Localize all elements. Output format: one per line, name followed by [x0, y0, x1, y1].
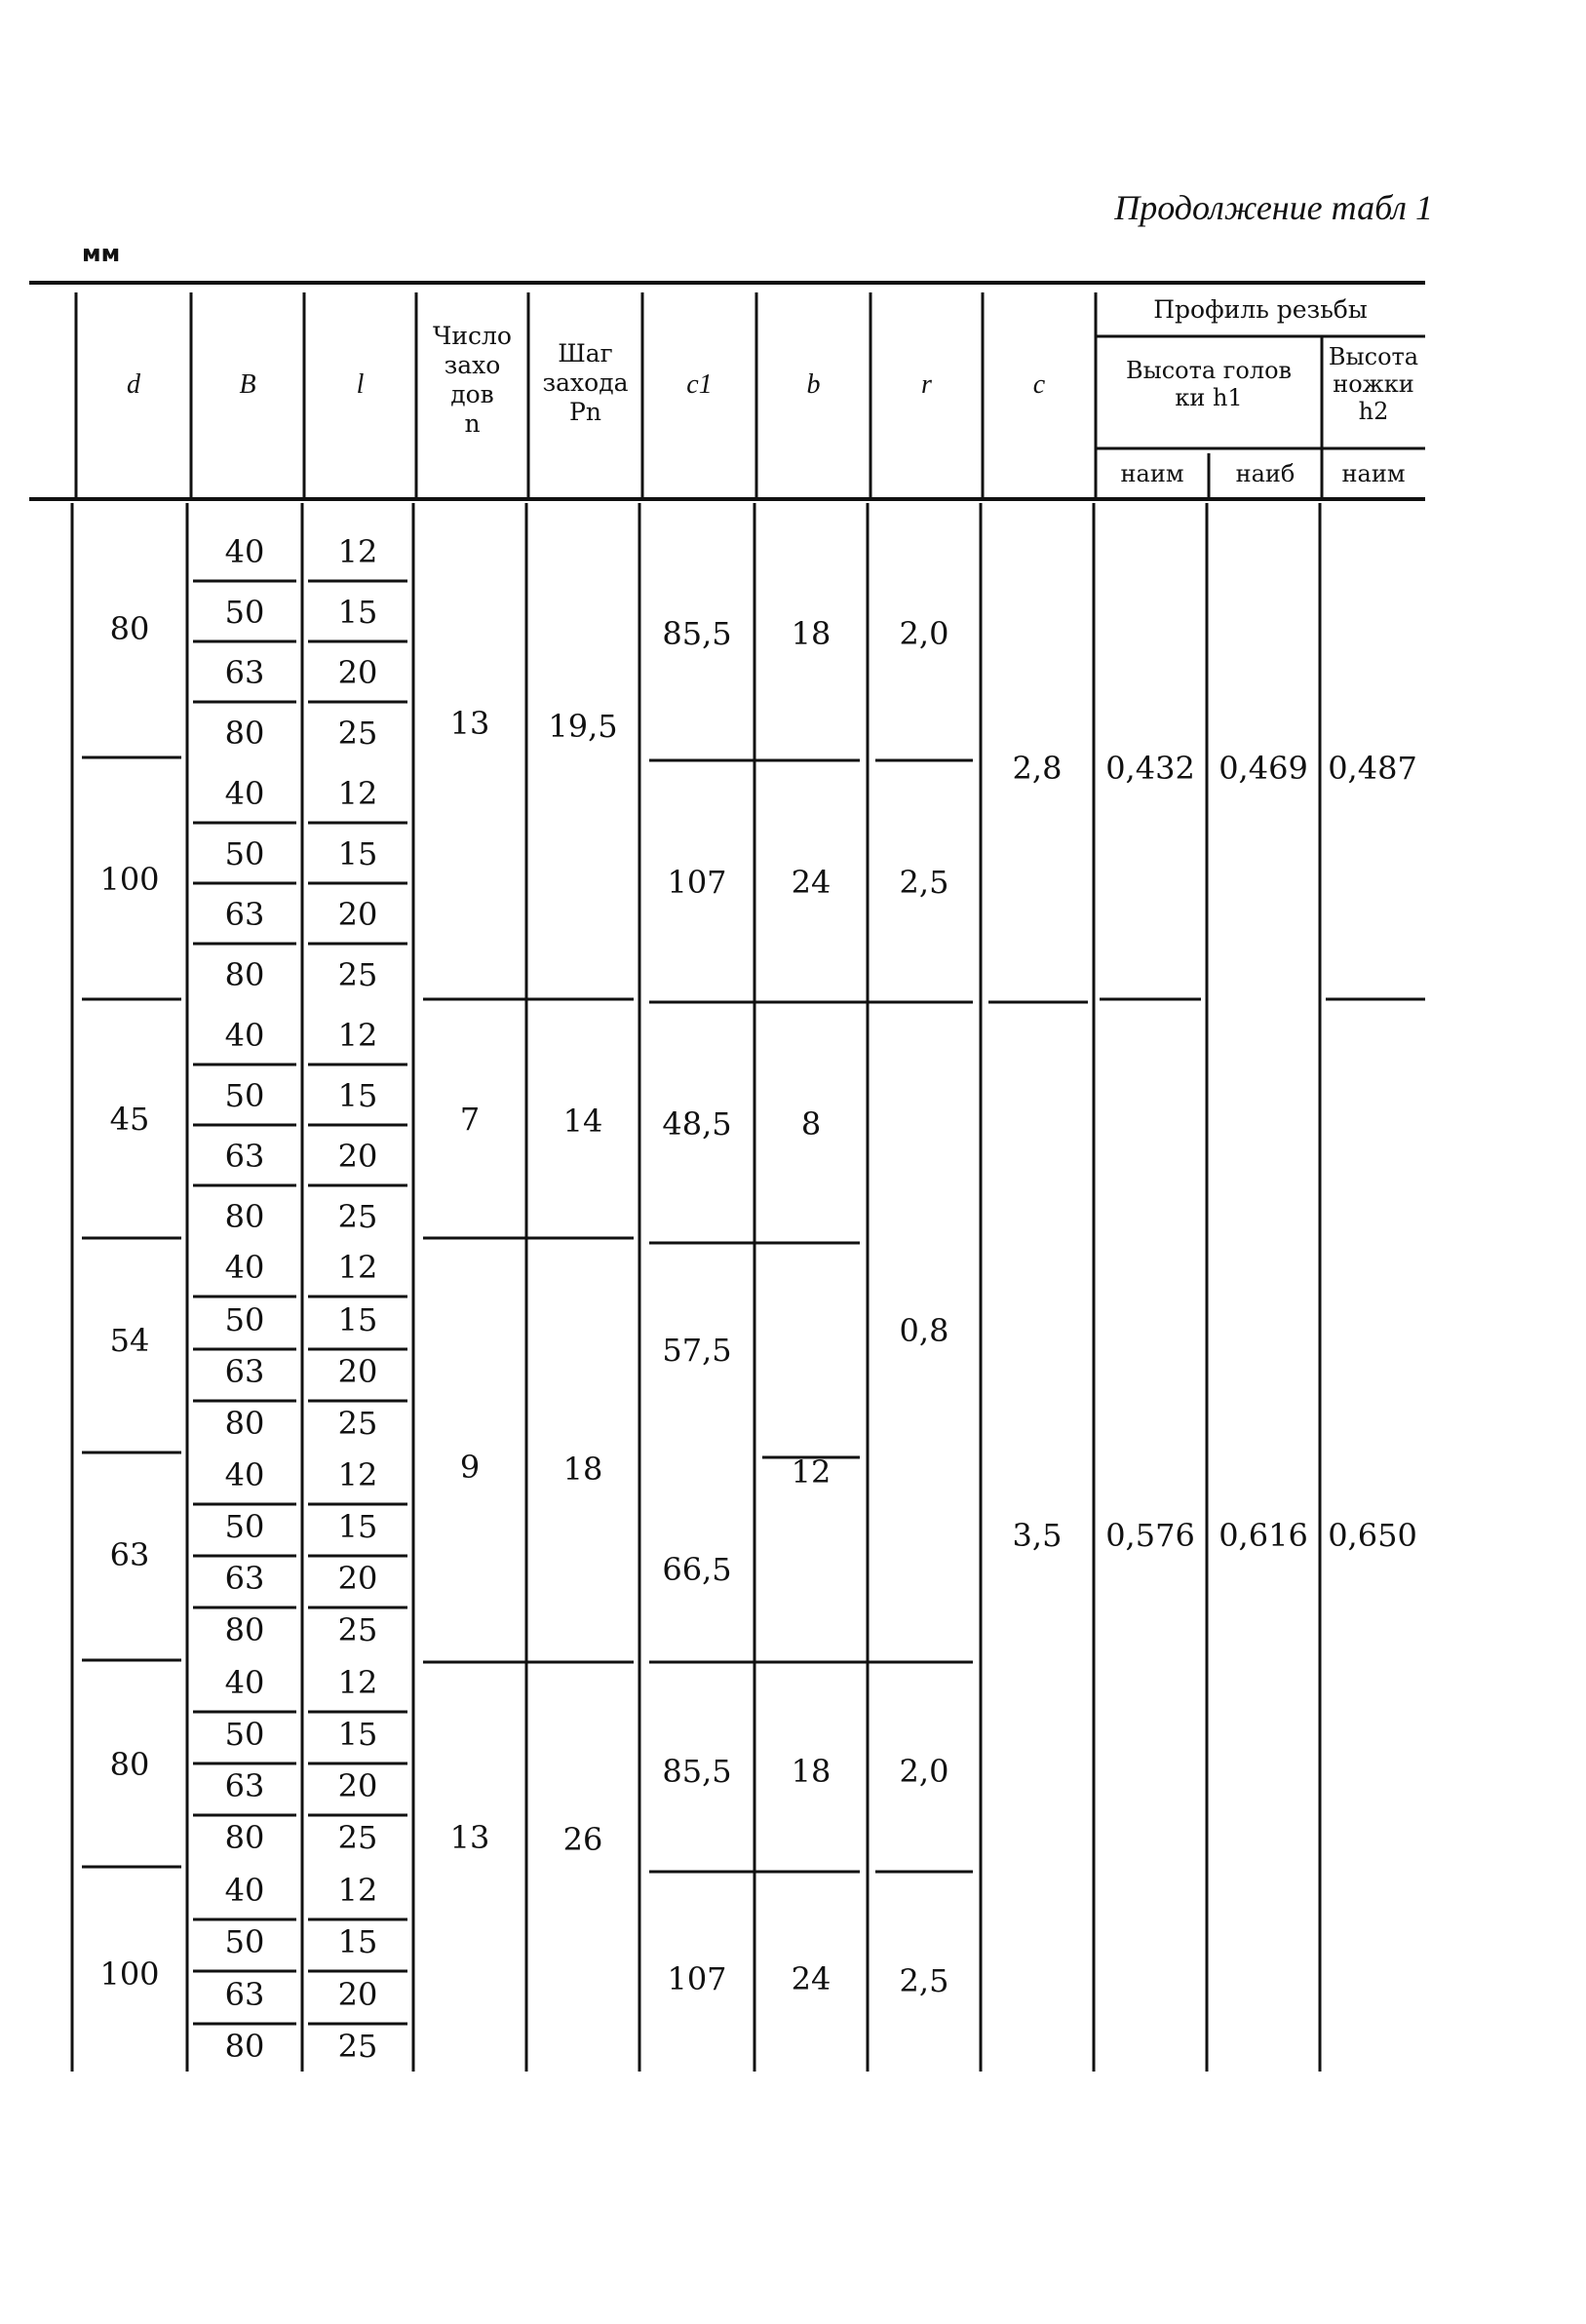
cell-d-5: 63	[109, 1536, 150, 1573]
cell-l: 15	[337, 835, 378, 872]
cell-B: 80	[224, 2028, 265, 2065]
cell-B: 80	[224, 1819, 265, 1856]
cell-l: 25	[337, 2028, 378, 2065]
cell-B: 50	[224, 1077, 265, 1114]
header-h2: Высота ножки h2	[1328, 343, 1419, 425]
cell-c1-5: 66,5	[662, 1551, 732, 1588]
table-caption: Продолжение табл 1	[1114, 188, 1433, 227]
cell-pn-4: 26	[562, 1821, 603, 1858]
cell-c1-1: 85,5	[662, 615, 732, 652]
cell-d-4: 54	[109, 1322, 150, 1359]
cell-B: 63	[224, 654, 265, 691]
cell-B: 80	[224, 1405, 265, 1442]
cell-c-b: 3,5	[1012, 1517, 1063, 1554]
cell-n-1: 13	[449, 705, 490, 742]
cell-pn-1: 19,5	[548, 708, 618, 745]
cell-l: 25	[337, 956, 378, 993]
cell-B: 63	[224, 1976, 265, 2013]
cell-l: 25	[337, 1611, 378, 1648]
header-Pn: Шаг захода Pn	[542, 339, 629, 426]
cell-c1-3: 48,5	[662, 1105, 732, 1143]
cell-l: 12	[337, 1017, 378, 1054]
header-c: c	[1032, 369, 1046, 400]
cell-B: 63	[224, 896, 265, 933]
cell-b-45: 12	[791, 1453, 832, 1491]
cell-c1-4: 57,5	[662, 1332, 732, 1369]
cell-B: 63	[224, 1353, 265, 1390]
units-label: мм	[82, 240, 121, 267]
header-profile: Профиль резьбы	[1153, 295, 1368, 324]
cell-B: 50	[224, 835, 265, 872]
cell-b-2: 24	[791, 864, 832, 901]
cell-d-7: 100	[99, 1956, 160, 1993]
header-h1: Высота голов ки h1	[1125, 357, 1293, 411]
cell-l: 20	[337, 1560, 378, 1597]
cell-n-2: 7	[459, 1101, 481, 1138]
header-b: b	[806, 369, 821, 400]
cell-l: 15	[337, 594, 378, 631]
cell-B: 50	[224, 1508, 265, 1545]
cell-c1-2: 107	[667, 864, 727, 901]
cell-B: 80	[224, 1198, 265, 1235]
cell-d-6: 80	[109, 1746, 150, 1783]
cell-B: 40	[224, 775, 265, 812]
cell-B: 80	[224, 1611, 265, 1648]
cell-B: 40	[224, 1664, 265, 1701]
cell-B: 50	[224, 594, 265, 631]
header-c1: c1	[686, 369, 713, 400]
cell-l: 15	[337, 1301, 378, 1338]
cell-l: 20	[337, 1353, 378, 1390]
cell-l: 12	[337, 1456, 378, 1493]
cell-l: 12	[337, 1249, 378, 1286]
cell-l: 15	[337, 1923, 378, 1960]
cell-l: 20	[337, 896, 378, 933]
cell-B: 80	[224, 956, 265, 993]
cell-B: 40	[224, 533, 265, 570]
cell-d-1: 80	[109, 610, 150, 647]
cell-l: 25	[337, 1819, 378, 1856]
cell-B: 63	[224, 1560, 265, 1597]
cell-B: 80	[224, 715, 265, 752]
cell-B: 40	[224, 1017, 265, 1054]
cell-B: 40	[224, 1456, 265, 1493]
cell-h1min-a: 0,432	[1105, 750, 1195, 787]
cell-B: 40	[224, 1249, 265, 1286]
cell-h2-a: 0,487	[1328, 750, 1417, 787]
cell-l: 12	[337, 775, 378, 812]
cell-l: 25	[337, 715, 378, 752]
header-r: r	[921, 369, 932, 400]
cell-n-4: 13	[449, 1819, 490, 1856]
cell-l: 20	[337, 1767, 378, 1804]
cell-l: 25	[337, 1198, 378, 1235]
cell-b-6: 18	[791, 1753, 832, 1790]
cell-b-1: 18	[791, 615, 832, 652]
header-n: Число захо дов n	[433, 322, 512, 438]
cell-c1-6: 85,5	[662, 1753, 732, 1790]
cell-b-3: 8	[800, 1105, 822, 1143]
cell-r-7: 2,5	[899, 1962, 949, 1999]
cell-B: 50	[224, 1923, 265, 1960]
cell-c1-7: 107	[667, 1960, 727, 1997]
cell-l: 12	[337, 1872, 378, 1909]
cell-r-1: 2,0	[899, 615, 949, 652]
cell-pn-2: 14	[562, 1103, 603, 1140]
cell-h1max-b: 0,616	[1219, 1517, 1308, 1554]
header-l: l	[356, 369, 365, 400]
cell-l: 12	[337, 533, 378, 570]
cell-B: 50	[224, 1716, 265, 1753]
header-B: B	[239, 369, 256, 400]
cell-n-3: 9	[459, 1449, 481, 1486]
cell-B: 63	[224, 1767, 265, 1804]
cell-l: 20	[337, 1138, 378, 1175]
cell-r-6: 2,0	[899, 1753, 949, 1790]
header-naim-2: наим	[1341, 460, 1406, 487]
cell-B: 63	[224, 1138, 265, 1175]
cell-l: 15	[337, 1077, 378, 1114]
cell-l: 15	[337, 1716, 378, 1753]
cell-l: 20	[337, 1976, 378, 2013]
cell-l: 12	[337, 1664, 378, 1701]
cell-r-345: 0,8	[899, 1312, 949, 1349]
cell-r-2: 2,5	[899, 864, 949, 901]
cell-h1min-b: 0,576	[1105, 1517, 1195, 1554]
header-d: d	[127, 369, 140, 400]
cell-h1max-a: 0,469	[1219, 750, 1308, 787]
cell-d-2: 100	[99, 861, 160, 898]
cell-B: 40	[224, 1872, 265, 1909]
cell-B: 50	[224, 1301, 265, 1338]
cell-h2-b: 0,650	[1328, 1517, 1417, 1554]
cell-l: 20	[337, 654, 378, 691]
cell-l: 15	[337, 1508, 378, 1545]
cell-d-3: 45	[109, 1101, 150, 1138]
cell-pn-3: 18	[562, 1451, 603, 1488]
cell-c-a: 2,8	[1012, 750, 1063, 787]
header-naib: наиб	[1235, 460, 1296, 487]
header-naim-1: наим	[1120, 460, 1184, 487]
cell-b-7: 24	[791, 1960, 832, 1997]
cell-l: 25	[337, 1405, 378, 1442]
